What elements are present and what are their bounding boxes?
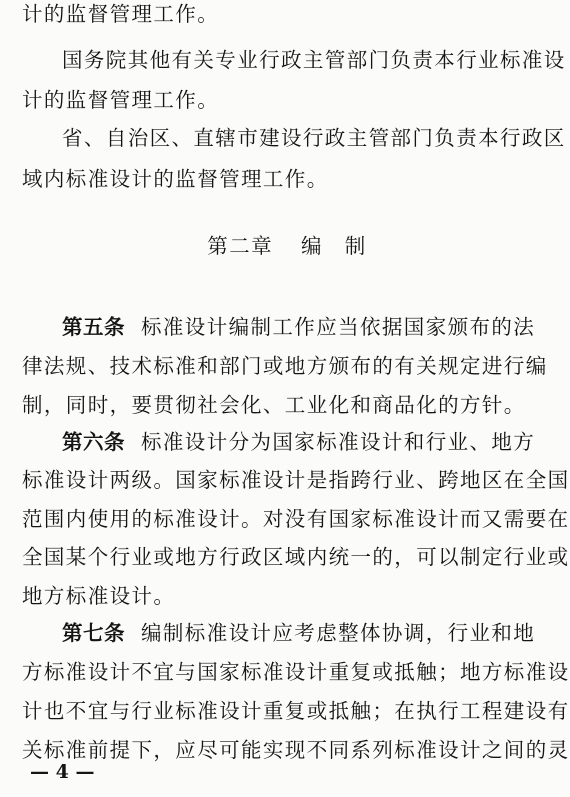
article-first-line (62, 619, 535, 647)
page-number: — 4 — (30, 761, 95, 783)
text-line: 制，同时，要贯彻社会化、工业化和商品化的方针。 (22, 393, 526, 417)
text-line: 地方标准设计。 (22, 584, 176, 608)
text-line: 省、自治区、直辖市建设行政主管部门负责本行政区 (62, 126, 566, 150)
text-line: 全国某个行业或地方行政区域内统一的，可以制定行业或 (22, 545, 570, 569)
text-line: 范围内使用的标准设计。对没有国家标准设计而又需要在 (22, 507, 570, 531)
article-first-line (62, 428, 535, 456)
chapter-number: 第二章 (207, 234, 273, 258)
text-line: 标准设计两级。国家标准设计是指跨行业、跨地区在全国 (22, 468, 570, 492)
article-text: 编制标准设计应考虑整体协调，行业和地 (141, 621, 536, 645)
article-label: 第六条 (62, 430, 125, 454)
article-label: 第五条 (62, 315, 125, 339)
article-label: 第七条 (62, 621, 125, 645)
text-line: 计的监督管理工作。 (22, 88, 220, 112)
chapter-title: 编 制 (301, 234, 367, 258)
text-line: 计的监督管理工作。 (22, 2, 220, 26)
text-line: 方标准设计不宜与国家标准设计重复或抵触；地方标准设 (22, 660, 570, 684)
chapter-heading (22, 232, 552, 260)
article-text: 标准设计编制工作应当依据国家颁布的法 (141, 315, 536, 339)
text-line: 国务院其他有关专业行政主管部门负责本行业标准设 (62, 48, 566, 72)
text-line: 关标准前提下，应尽可能实现不同系列标准设计之间的灵 (22, 738, 570, 762)
article-first-line (62, 313, 535, 341)
text-line: 域内标准设计的监督管理工作。 (22, 167, 329, 191)
text-line: 律法规、技术标准和部门或地方颁布的有关规定进行编 (22, 354, 548, 378)
text-line: 计也不宜与行业标准设计重复或抵触；在执行工程建设有 (22, 699, 570, 723)
article-text: 标准设计分为国家标准设计和行业、地方 (141, 430, 536, 454)
